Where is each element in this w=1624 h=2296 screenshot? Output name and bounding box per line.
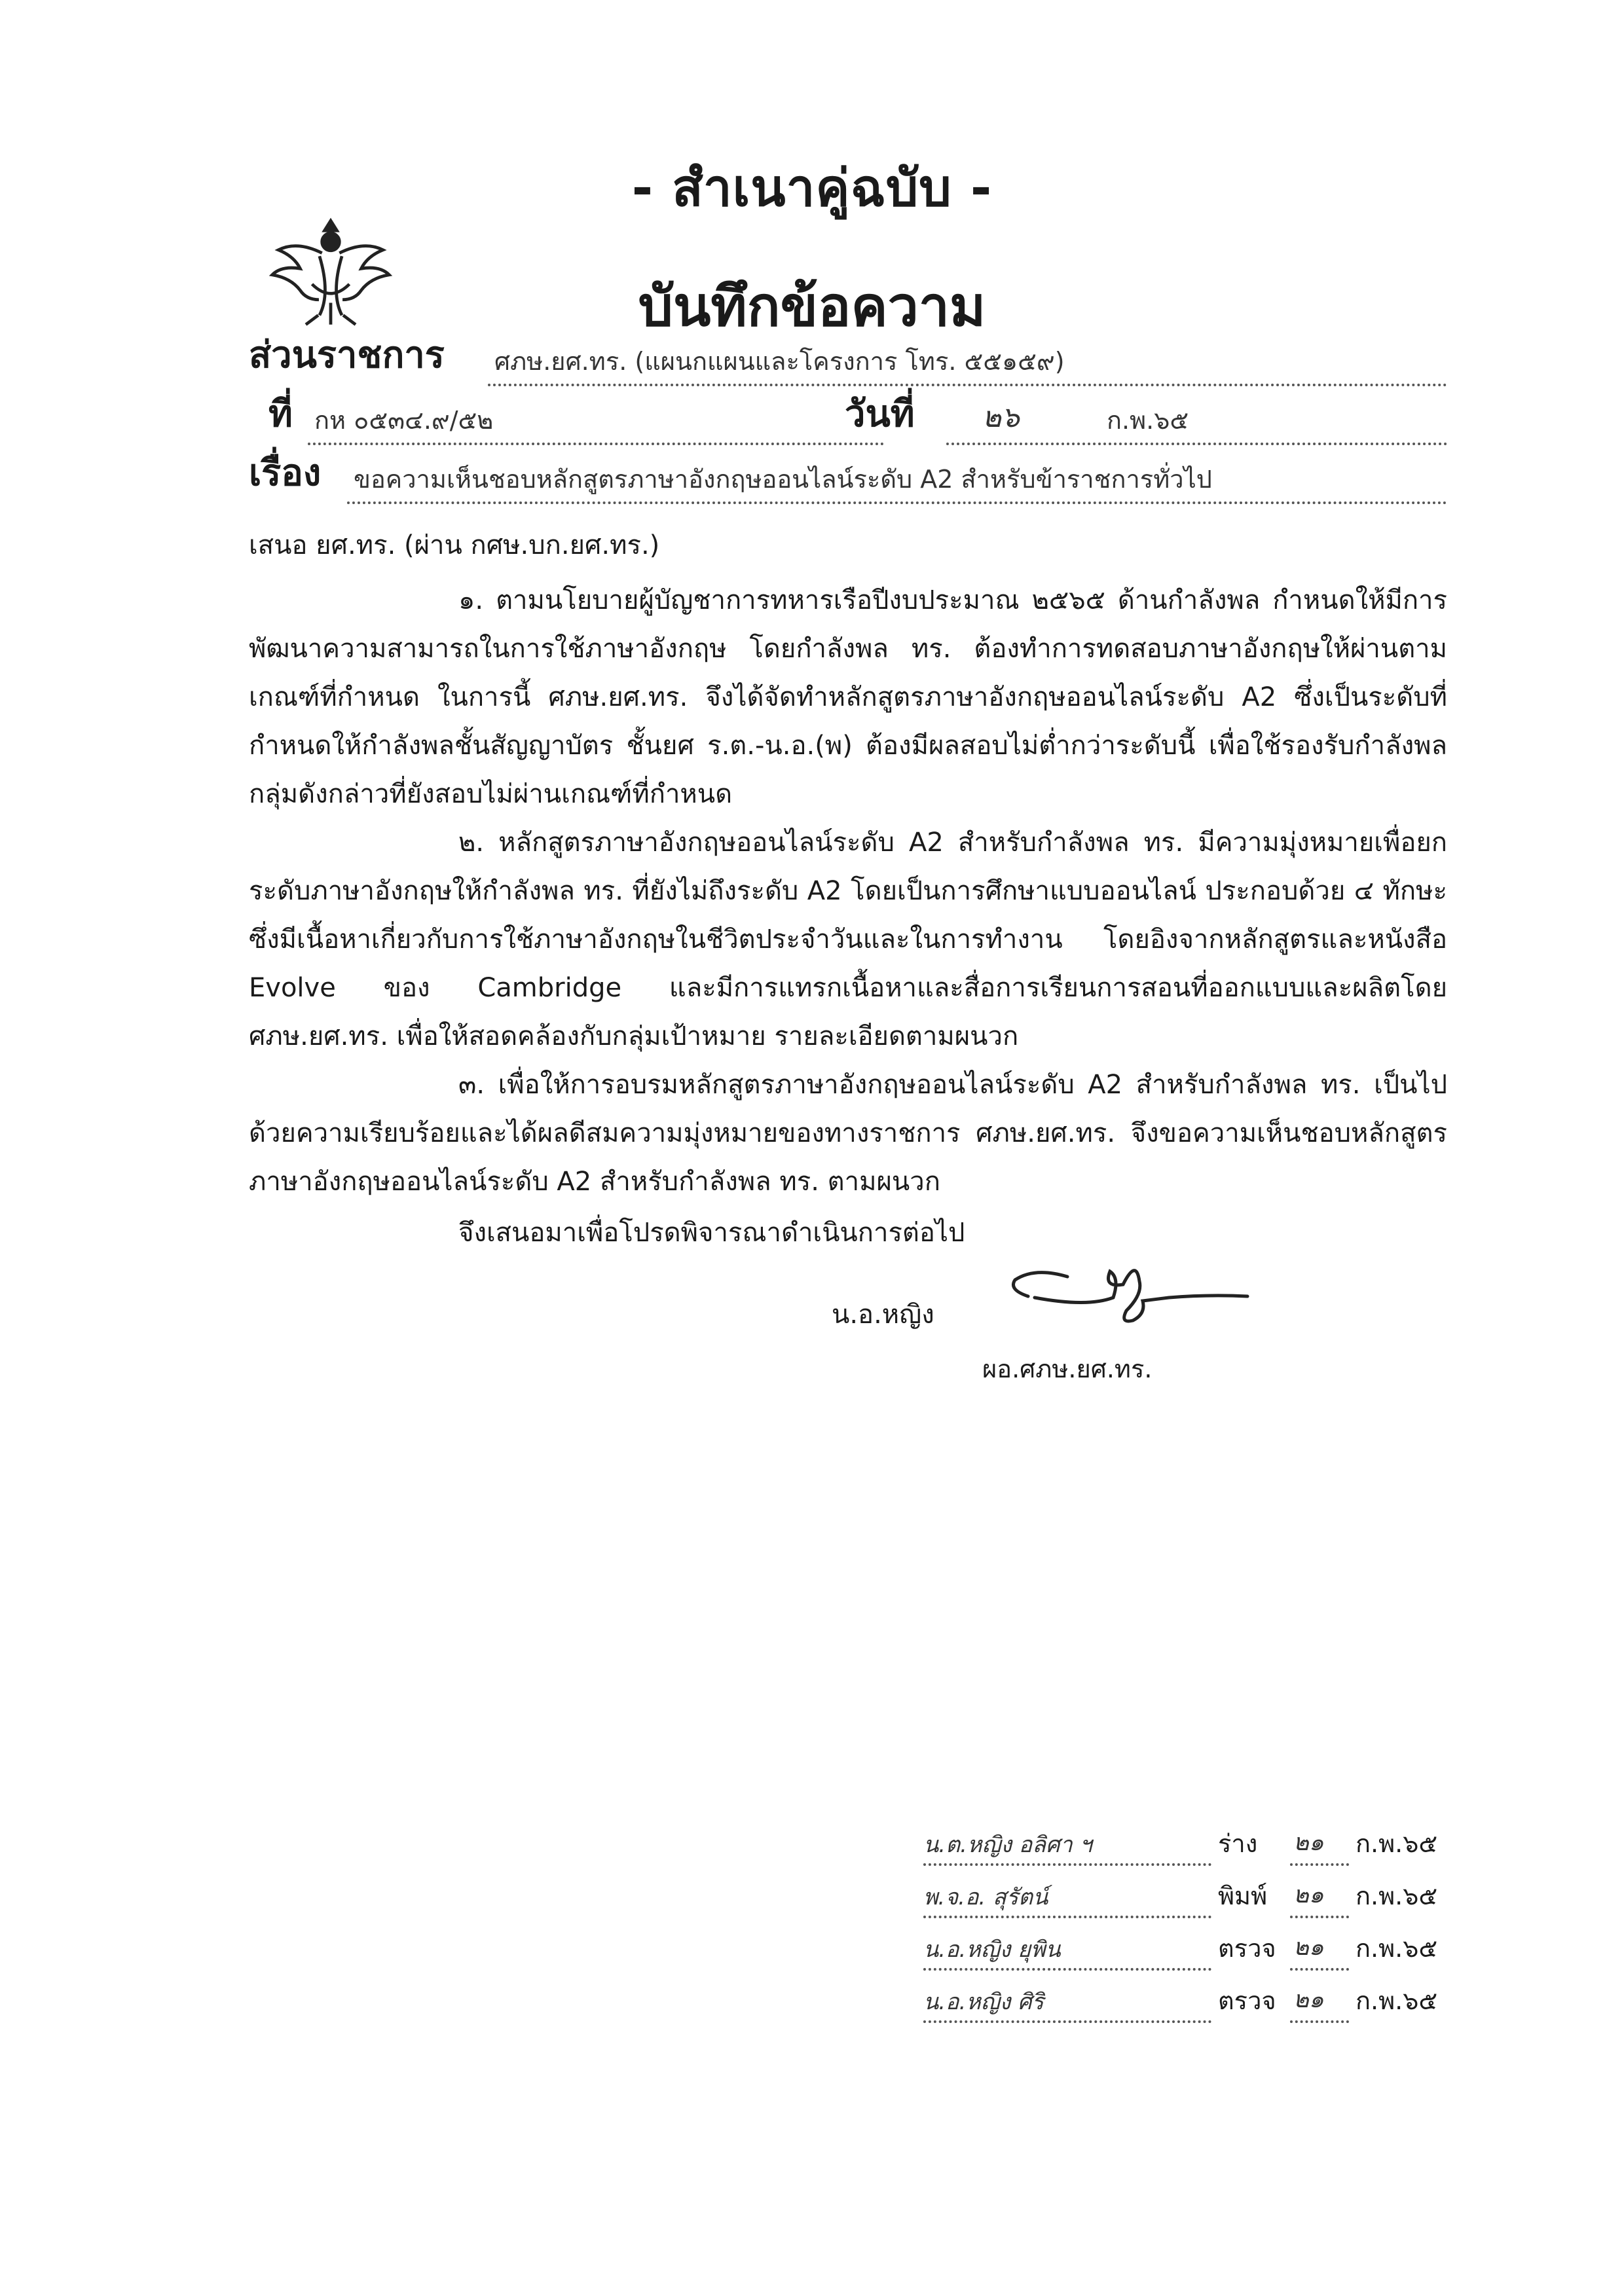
log-day-dots xyxy=(1290,1863,1349,1866)
log-name: น.ต.หญิง อลิศา ฯ xyxy=(923,1832,1092,1858)
memo-title: บันทึกข้อความ xyxy=(638,274,986,338)
log-month: ก.พ.๖๕ xyxy=(1356,1986,1438,2015)
log-name-dots xyxy=(923,1863,1211,1866)
paragraph-2: ๒. หลักสูตรภาษาอังกฤษออนไลน์ระดับ A2 สำหรับกำลังพล ทร. มีความมุ่งหมายเพื่อยกระดับภาษาอังกฤษให้กำลังพล ทร. ที่ยังไม่ถึงระดับ A2 โดยเป็นการศึกษาแบบออนไลน์ ประกอบด้วย ๔ ทักษะ ซึ่งมีเนื้อหาเกี่ยวกับการใช้ภาษาอังกฤษในชีวิตประจำวันและในการทำงาน โดยอิงจากหลักสูตรและหนังสือ Evolve ของ Cambridge และมีการแทรกเนื้อหาและสื่อการเรียนการสอนที่ออกแบบและผลิตโดย ศภษ.ยศ.ทร. เพื่อให้สอดคล้องกับกลุ่มเป้าหมาย รายละเอียดตามผนวก xyxy=(249,828,1447,1051)
log-name-dots xyxy=(923,1968,1211,1971)
log-day: ๒๑ xyxy=(1293,1934,1324,1961)
paragraph-1: ๑. ตามนโยบายผู้บัญชาการทหารเรือปีงบประมาณ ๒๕๖๕ ด้านกำลังพล กำหนดให้มีการพัฒนาความสามารถในการใช้ภาษาอังกฤษ โดยกำลังพล ทร. ต้องทำการทดสอบภาษาอังกฤษให้ผ่านตามเกณฑ์ที่กำหนด ในการนี้ ศภษ.ยศ.ทร. จึงได้จัดทำหลักสูตรภาษาอังกฤษออนไลน์ระดับ A2 ซึ่งเป็นระดับที่กำหนดให้กำลังพลชั้นสัญญาบัตร ชั้นยศ ร.ต.-น.อ.(พ) ต้องมีผลสอบไม่ต่ำกว่าระดับนี้ เพื่อใช้รองรับกำลังพลกลุ่มดังกล่าวที่ยังสอบไม่ผ่านเกณฑ์ที่กำหนด xyxy=(249,585,1447,809)
closing-line: จึงเสนอมาเพื่อโปรดพิจารณาดำเนินการต่อไป xyxy=(458,1218,965,1248)
log-row-check-1 xyxy=(923,1931,1447,1971)
log-day: ๒๑ xyxy=(1293,1882,1324,1908)
log-row-check-2 xyxy=(923,1984,1447,2023)
signatory-rank: น.อ.หญิง xyxy=(832,1300,934,1330)
log-action: พิมพ์ xyxy=(1218,1882,1268,1910)
log-month: ก.พ.๖๕ xyxy=(1356,1882,1438,1910)
log-action: ตรวจ xyxy=(1218,1934,1276,1963)
log-name: น.อ.หญิง ศิริ xyxy=(923,1989,1044,2015)
agency-row xyxy=(249,334,1447,386)
log-name-dots xyxy=(923,1916,1211,1918)
copy-mark: - สำเนาคู่ฉบับ - xyxy=(631,159,993,218)
signatory-position: ผอ.ศภษ.ยศ.ทร. xyxy=(982,1355,1153,1383)
memo-body xyxy=(249,576,1447,1206)
log-day-dots xyxy=(1290,1916,1349,1918)
log-name: พ.จ.อ. สุรัตน์ xyxy=(923,1884,1048,1910)
log-day-dots xyxy=(1290,1968,1349,1971)
log-day-dots xyxy=(1290,2020,1349,2023)
ref-dotted-line xyxy=(308,443,884,445)
log-month: ก.พ.๖๕ xyxy=(1356,1934,1438,1963)
reference-date-row xyxy=(249,393,1447,445)
ref-value: กห ๐๕๓๔.๙/๕๒ xyxy=(314,406,494,435)
ref-label: ที่ xyxy=(268,393,293,435)
log-day: ๒๑ xyxy=(1293,1986,1324,2013)
agency-value: ศภษ.ยศ.ทร. (แผนกแผนและโครงการ โทร. ๕๕๑๕๙) xyxy=(494,347,1065,376)
agency-dotted-line xyxy=(488,384,1447,386)
subject-dotted-line xyxy=(347,501,1447,504)
signature-icon xyxy=(956,1250,1297,1329)
subject-label: เรื่อง xyxy=(249,452,322,494)
log-action: ร่าง xyxy=(1218,1829,1258,1858)
log-day: ๒๑ xyxy=(1293,1829,1324,1856)
date-day: ๒๖ xyxy=(982,401,1020,434)
log-row-type xyxy=(923,1879,1447,1918)
date-label: วันที่ xyxy=(845,393,915,435)
date-month: ก.พ.๖๕ xyxy=(1107,406,1189,435)
log-row-draft xyxy=(923,1827,1447,1866)
addressee: เสนอ ยศ.ทร. (ผ่าน กศษ.บก.ยศ.ทร.) xyxy=(249,530,660,560)
log-name-dots xyxy=(923,2020,1211,2023)
date-dotted-line xyxy=(946,443,1447,445)
subject-value: ขอความเห็นชอบหลักสูตรภาษาอังกฤษออนไลน์ระดับ A2 สำหรับข้าราชการทั่วไป xyxy=(354,465,1212,494)
log-name: น.อ.หญิง ยุพิน xyxy=(923,1937,1061,1963)
log-month: ก.พ.๖๕ xyxy=(1356,1829,1438,1858)
subject-row xyxy=(249,452,1447,504)
agency-label: ส่วนราชการ xyxy=(249,334,445,376)
paragraph-3: ๓. เพื่อให้การอบรมหลักสูตรภาษาอังกฤษออนไลน์ระดับ A2 สำหรับกำลังพล ทร. เป็นไปด้วยความเรียบร้อยและได้ผลดีสมความมุ่งหมายของทางราชการ ศภษ.ยศ.ทร. จึงขอความเห็นชอบหลักสูตรภาษาอังกฤษออนไลน์ระดับ A2 สำหรับกำลังพล ทร. ตามผนวก xyxy=(249,1070,1447,1197)
log-action: ตรวจ xyxy=(1218,1986,1276,2015)
